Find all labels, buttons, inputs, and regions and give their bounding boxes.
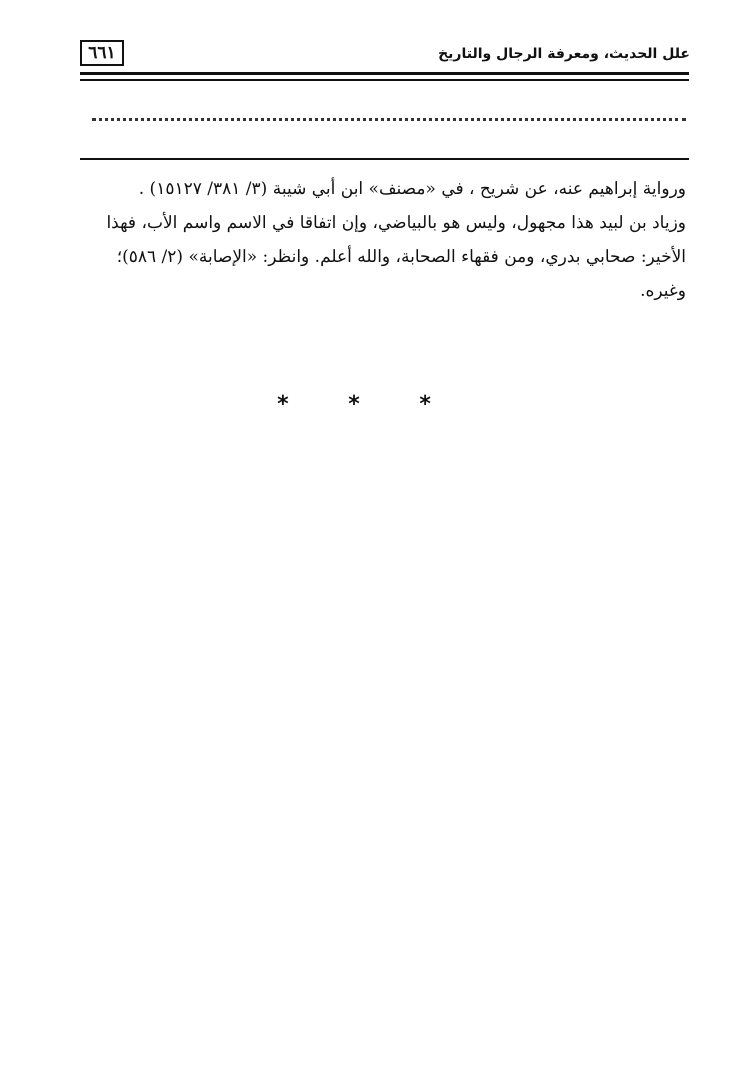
footnote-line-3: الأخير: صحابي بدري، ومن فقهاء الصحابة، والله أعلم. وانظر: «الإصابة» (٢/ ٥٨٦)؛ bbox=[116, 247, 686, 267]
footnote-rule bbox=[80, 158, 689, 160]
page-number: ٦٦١ bbox=[88, 42, 116, 63]
section-separator: * * * bbox=[277, 392, 457, 417]
footnote-text bbox=[70, 172, 686, 308]
footnote-line-4: وغيره. bbox=[640, 281, 686, 301]
footnote-line-1: ورواية إبراهيم عنه، عن شريح ، في «مصنف» ابن أبي شيبة (٣/ ٣٨١/ ١٥١٢٧) . bbox=[138, 179, 686, 199]
header-rule-thick bbox=[80, 72, 689, 75]
dotted-divider bbox=[92, 118, 686, 121]
page-number-box bbox=[80, 40, 124, 66]
footnote-line-2: وزياد بن لبيد هذا مجهول، وليس هو بالبياضي، وإن اتفاقا في الاسم واسم الأب، فهذا bbox=[106, 213, 686, 233]
running-head: علل الحديث، ومعرفة الرجال والتاريخ bbox=[438, 46, 690, 62]
header-rule-thin bbox=[80, 79, 689, 81]
